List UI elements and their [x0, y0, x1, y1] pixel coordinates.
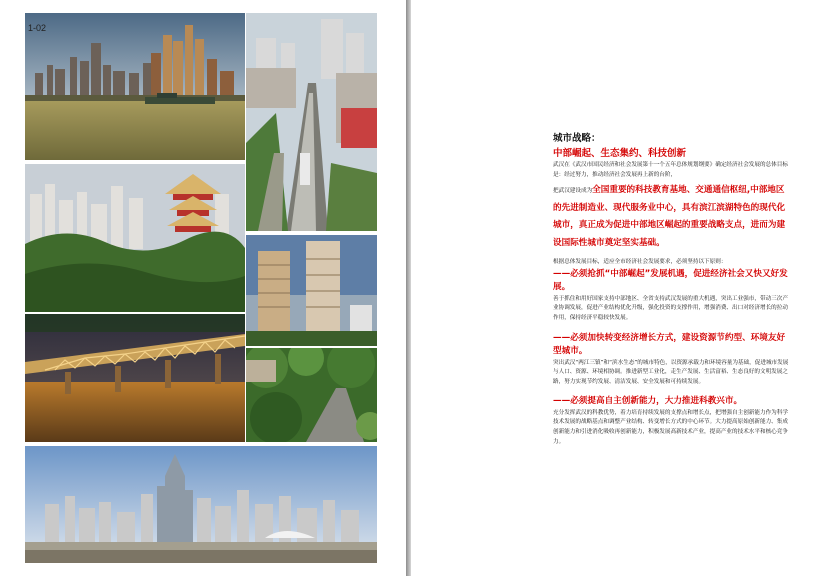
strategy-goal	[553, 180, 791, 250]
page-number: 1-02	[28, 23, 47, 33]
residential-towers-image	[246, 235, 377, 346]
principle-3	[553, 395, 791, 447]
photo-waterfront-panorama	[25, 446, 377, 563]
bridge-night-image	[25, 314, 245, 442]
principle-title: ——必须提高自主创新能力，大力推进科教兴市。	[553, 396, 743, 407]
principles-intro: 根据总体发展目标，适应全市经济社会发展要求，必须坚持以下原则：	[553, 259, 727, 266]
photo-light-rail	[246, 13, 377, 231]
yellow-crane-tower-image	[25, 164, 245, 312]
photo-river-skyline	[25, 13, 245, 160]
strategy-text-block	[553, 132, 791, 447]
photo-residential-towers	[246, 235, 377, 346]
strategy-goal-red: 全国重要的科技教育基地、交通通信枢纽,中部地区的先进制造业、现代服务业中心，具有滨江滨湖特色的现代化城市，真正成为促进中部地区崛起的重要战略支点，进而为建设国际性城市奠定坚实基础。	[553, 185, 786, 248]
strategy-intro: 武汉在《武汉市国民经济和社会发展第十一个五年总体规划纲要》确定经济社会发展的总体目标是：经过努力，推动经济社会发展再上新的台阶，	[553, 162, 788, 178]
waterfront-panorama-image	[25, 446, 377, 563]
principle-title: ——必须加快转变经济增长方式，建设资源节约型、环境友好型城市。	[553, 332, 786, 357]
left-page	[0, 0, 406, 576]
right-page	[411, 0, 814, 576]
light-rail-image	[246, 13, 377, 231]
photo-yellow-crane-tower	[25, 164, 245, 312]
principle-body: 充分发挥武汉的科教优势，着力培育持续发展的支撑点和增长点，把增强自主创新能力作为科学技术发展的战略基点和调整产业结构、转变增长方式的中心环节。大力提高原始创新能力、集成创新能力和引进消化吸收再创新能力，积极发展高新技术产业，提高产业的技术水平和核心竞争力。	[553, 409, 788, 445]
strategy-heading: 城市战略：	[553, 133, 601, 144]
green-road-image	[246, 348, 377, 442]
strategy-slogan: 中部崛起、生态集约、科技创新	[553, 148, 687, 159]
principle-2	[553, 332, 791, 388]
photo-bridge-night	[25, 314, 245, 442]
principle-1	[553, 268, 791, 324]
strategy-goal-lead: 把武汉建设成为	[553, 188, 593, 195]
river-skyline-image	[25, 13, 245, 160]
photo-green-road	[246, 348, 377, 442]
principle-body: 突出武汉“两江三镇”和“滨水生态”的城市特色，以资源承载力和环境容量为基础，促进城市发展与人口、资源、环境相协调。推进新型工业化，走生产发展、生活富裕、生态良好的文明发展之路，努力实现节约发展、清洁发展、安全发展和可持续发展。	[553, 359, 789, 385]
principle-title: ——必须抢抓“中部崛起”发展机遇，促进经济社会又快又好发展。	[553, 268, 788, 293]
principle-body: 善于抓住和用好国家支持中部地区、全省支持武汉发展的重大机遇，突出工业强市，带动三次产业协调发展，促进产业结构优化升级，强化投资的支撑作用，增强消费、出口对经济增长的拉动作用，保持经济平稳较快发展。	[553, 295, 788, 321]
